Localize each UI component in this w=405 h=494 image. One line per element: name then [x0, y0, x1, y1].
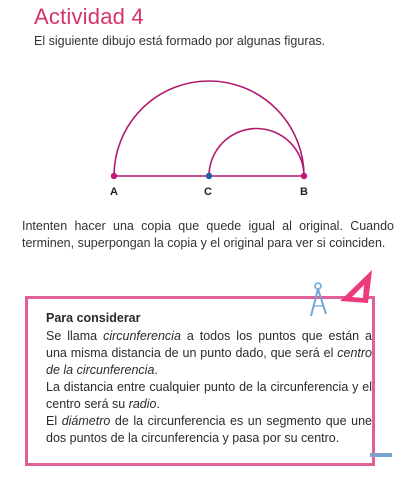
circunferencia-definition: Se llama circunferencia a todos los puntos que están a una misma distancia de un punto dado, que será el centro de la circunferencia.	[46, 329, 372, 377]
label-a: A	[110, 186, 118, 198]
compass-icon	[311, 283, 326, 316]
activity-intro: El siguiente dibujo está formado por algunas figuras.	[34, 34, 326, 48]
consider-heading: Para considerar	[46, 311, 141, 325]
instructions-text: Intenten hacer una copia que quede igual al original. Cuando terminen, superpongan la copia y el original para ver si coinciden.	[22, 219, 394, 250]
activity-title: Actividad 4	[34, 4, 144, 29]
radio-definition: La distancia entre cualquier punto de la circunferencia y el centro será su radio.	[46, 380, 372, 411]
set-square-icon	[340, 270, 372, 303]
diametro-definition: El diámetro de la circunferencia es un segmento que une dos puntos de la circunferencia y pasa por su centro.	[46, 414, 372, 445]
label-c: C	[204, 186, 212, 198]
accent-bar	[370, 453, 392, 457]
label-b: B	[300, 186, 308, 198]
